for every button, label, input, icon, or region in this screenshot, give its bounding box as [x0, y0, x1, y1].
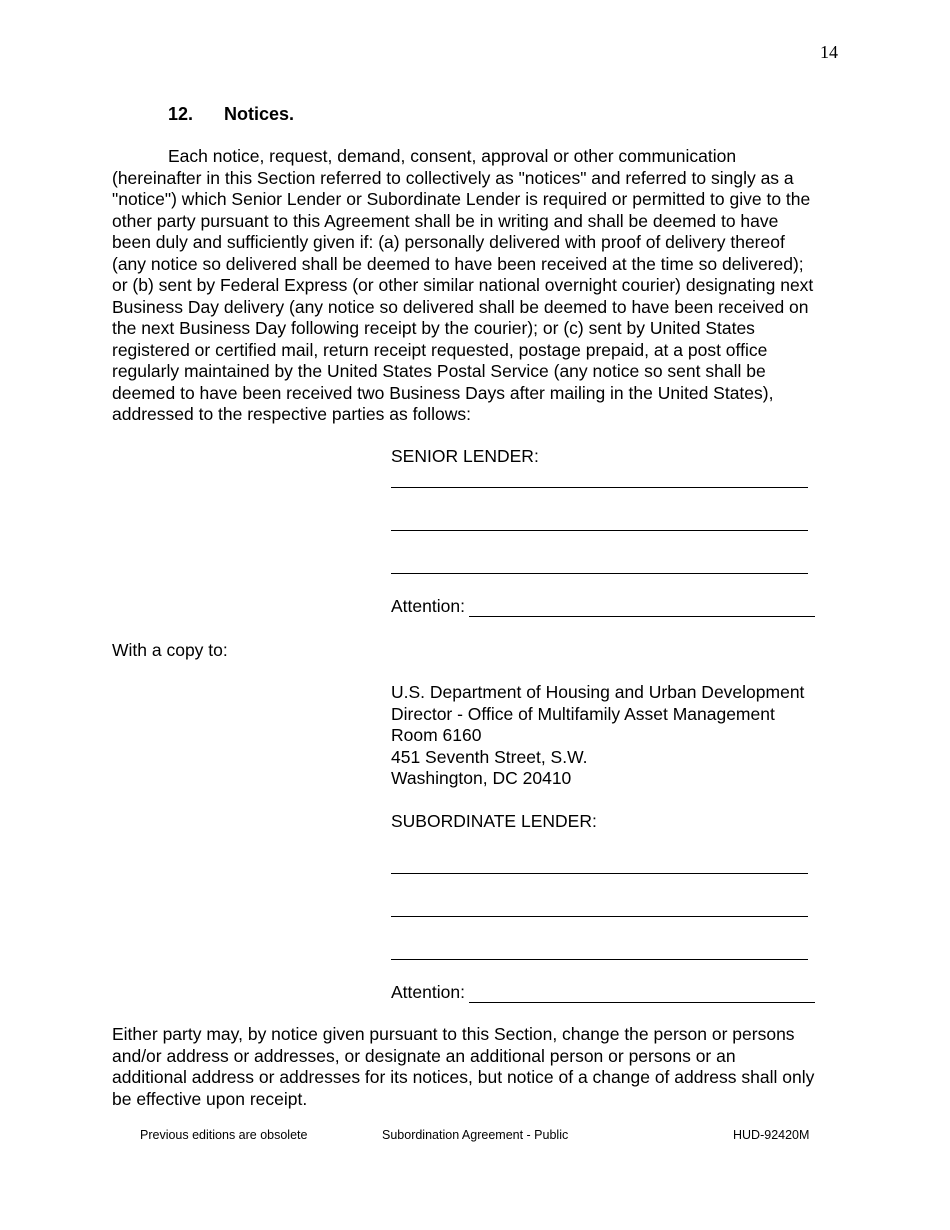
section-number: 12.: [168, 104, 194, 124]
attention-blank-line[interactable]: [469, 984, 815, 1003]
senior-lender-blank-line[interactable]: [391, 573, 808, 574]
subordinate-lender-blank-line[interactable]: [391, 916, 808, 917]
attention-label: Attention:: [391, 982, 465, 1002]
paragraph-line: or (b) sent by Federal Express (or other similar national overnight courier) designating next: [112, 275, 814, 295]
paragraph-line: Either party may, by notice given pursuant to this Section, change the person or persons: [112, 1024, 795, 1044]
subordinate-lender-attention: [391, 982, 815, 1003]
hud-address: [391, 682, 804, 790]
footer-right: HUD-92420M: [733, 1128, 810, 1142]
paragraph-line: regularly maintained by the United States Postal Service (any notice so sent shall be: [112, 361, 766, 381]
paragraph-line: additional address or addresses for its notices, but notice of a change of address shall only: [112, 1067, 815, 1087]
attention-label: Attention:: [391, 596, 465, 616]
intro-paragraph: [112, 146, 842, 426]
paragraph-line: (any notice so delivered shall be deemed to have been received at the time so delivered);: [112, 253, 804, 274]
paragraph-line: deemed to have been received two Business Days after mailing in the United States),: [112, 382, 774, 403]
paragraph-line: addressed to the respective parties as follows:: [112, 404, 471, 424]
paragraph-line: and/or address or addresses, or designate an additional person or persons or an: [112, 1045, 736, 1066]
subordinate-lender-blank-line[interactable]: [391, 959, 808, 960]
paragraph-line: (hereinafter in this Section referred to collectively as "notices" and referred to singly as a: [112, 167, 794, 188]
paragraph-line: be effective upon receipt.: [112, 1088, 308, 1109]
address-line: Director - Office of Multifamily Asset Management: [391, 703, 775, 724]
senior-lender-blank-line[interactable]: [391, 530, 808, 531]
senior-lender-blank-line[interactable]: [391, 487, 808, 488]
section-heading: [168, 104, 294, 125]
attention-blank-line[interactable]: [469, 598, 815, 617]
subordinate-lender-label: SUBORDINATE LENDER:: [391, 811, 597, 831]
paragraph-line: been duly and sufficiently given if: (a) personally delivered with proof of delivery thereof: [112, 232, 785, 252]
footer-left: Previous editions are obsolete: [140, 1128, 308, 1142]
paragraph-line: "notice") which Senior Lender or Subordinate Lender is required or permitted to give to the: [112, 189, 811, 209]
paragraph-line: registered or certified mail, return receipt requested, postage prepaid, at a post office: [112, 339, 768, 360]
footer-center: Subordination Agreement - Public: [382, 1128, 569, 1142]
senior-lender-attention: [391, 596, 815, 617]
page-number: 14: [820, 42, 838, 62]
paragraph-line: other party pursuant to this Agreement shall be in writing and shall be deemed to have: [112, 210, 779, 231]
address-line: U.S. Department of Housing and Urban Development: [391, 682, 805, 702]
address-line: 451 Seventh Street, S.W.: [391, 746, 588, 767]
paragraph-line: the next Business Day following receipt by the courier); or (c) sent by United States: [112, 318, 755, 338]
subordinate-lender-blank-line[interactable]: [391, 873, 808, 874]
section-title: Notices.: [224, 104, 295, 124]
closing-paragraph: [112, 1024, 842, 1110]
paragraph-line: Business Day delivery (any notice so delivered shall be deemed to have been received on: [112, 296, 809, 317]
address-line: Room 6160: [391, 725, 482, 745]
address-line: Washington, DC 20410: [391, 768, 572, 788]
paragraph-line: Each notice, request, demand, consent, approval or other communication: [168, 146, 737, 166]
copy-to-label: With a copy to:: [112, 640, 228, 660]
senior-lender-label: SENIOR LENDER:: [391, 446, 539, 466]
